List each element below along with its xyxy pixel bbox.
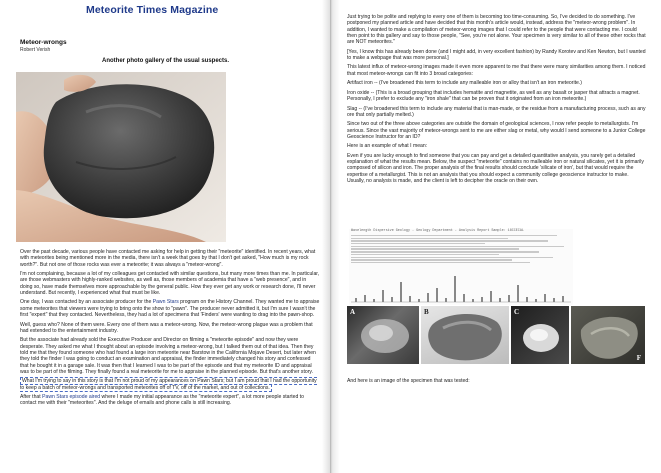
paragraph: I'm not complaining, because a lot of my colleagues get contacted with similar questions, but many more times than me. In particular, are those webmasters with highly-ranked websites, as well as, those members of academia that have a "web presence", and in doing so, have made themselves more approachable by the general public. How they ever get any work or research done, I'll never understand. But recently, I experienced what that must be like. xyxy=(20,271,320,296)
paragraph: But the associate had already sold the Executive Producer and Director on filming a "meteorite episode" and now they were desperate. They asked me what I thought about an episode involving a meteor-wrong, but I talked them out of that idea. Then they told me that they found someone who had found a large iron meteorite near Barstow in the California Mojave Desert, but later when they told the finder I was going to conduct an examination and appraisal, the finder immediately changed his story and confessed that he bought it in a garage sale. It was then that I learned I was to be part of the episode and that my meteorite ID and appraisal was to be part of the filming. They finally found a real meteorite for me to appraise in the planned episode. But that's another story. xyxy=(20,337,316,375)
spectrum-peak xyxy=(472,299,474,302)
photo-caption: Another photo gallery of the usual suspects. xyxy=(102,58,230,64)
spectrum-peak xyxy=(526,297,528,302)
paragraph: Over the past decade, various people have contacted me asking for help in getting their "meteorite" identified. In recent years, what with meteorites being mentioned more in the media, there isn't a week that goes by that I don't get asked, "How much is my rock worth?". But not one of those rocks was ever a meteorite; it was always a "meteor-wrong". xyxy=(20,249,316,268)
report-lines xyxy=(349,235,573,263)
report-text-line xyxy=(351,257,553,258)
report-spectrum xyxy=(351,273,571,303)
left-article-text xyxy=(20,249,320,410)
spectrum-peak xyxy=(481,297,483,302)
paragraph-text: One day, I was contacted by an associate producer for the xyxy=(20,299,153,306)
specimen-label: B xyxy=(424,308,429,316)
specimen-label: A xyxy=(350,308,356,316)
report-text-line xyxy=(351,262,530,263)
spectrum-peak xyxy=(409,296,411,302)
spectrum-peak xyxy=(436,288,438,302)
specimen-label: C xyxy=(514,308,520,316)
paragraph-with-link xyxy=(20,299,320,318)
right-article-text xyxy=(347,14,647,188)
spectrum-peak xyxy=(544,294,546,302)
paragraph-text: program on the History Channel. They wanted me to appraise some meteorites that viewers were trying to bring onto the show to "pawn". The producer never admitted it, but I'm sure I wasn't the first "expert" that they contacted. Nevertheless, they had a lot of specimens that 'Finders' were wanting to drag into the pawn-shop. xyxy=(20,299,320,319)
paragraph-with-link xyxy=(20,394,320,407)
report-text-line xyxy=(351,259,512,260)
spectrum-peak xyxy=(445,298,447,302)
specimen-photo-c xyxy=(511,306,569,364)
magazine-title: Meteorite Times Magazine xyxy=(86,4,219,16)
article-author: Robert Verish xyxy=(20,47,51,53)
paragraph: Just trying to be polite and replying to every one of them is becoming too time-consuming. So, I've decided to do something. I've postponed my planned article and have decided that this month's article would, instead, address the "meteor-wrong problem". In addition, I wanted to make a compilation of meteor-wrong images that I could refer to the people that were contacting me. I could then point to this gallery and say to those people, "See, you're not alone. Your specimen is very similar to all of these other rocks that are NOT meteorites." xyxy=(347,14,646,46)
report-text-line xyxy=(351,248,519,249)
pawn-stars-link[interactable]: Pawn Stars xyxy=(152,299,179,306)
spectrum-peak xyxy=(400,282,402,302)
spectrum-peak xyxy=(391,297,393,302)
spectrum-peak xyxy=(454,276,456,302)
paragraph: Well, guess who? None of them were. Every one of them was a meteor-wrong. Now, the meteor-wrong plague was a problem that had extended to the entertainment industry. xyxy=(20,321,313,334)
spectrum-peak xyxy=(499,298,501,302)
paragraph: Even if you are lucky enough to find someone that you can pay and get a detailed quantitative analysis, you rarely get a detailed explanation of what the results mean. Below, the suspect "meteorite" contains no malleable iron or natural silicates, yet it is primarily composed of silicon and iron. The proper analysis of the final results should conclude 'silicate of iron', but that would require the expertise of a metallurgist. This is not an analysis that you should expect a community college geoscience instructor to make. Usually, no analysis is made, and the client is left to decipher the oracle on their own. xyxy=(347,152,644,185)
spectrum-peak xyxy=(562,296,564,302)
report-text-line xyxy=(351,238,508,239)
article-title: Meteor-wrongs xyxy=(20,39,67,46)
specimen-photo-f xyxy=(571,306,645,364)
spectrum-peak xyxy=(427,293,429,302)
specimen-label: F xyxy=(636,354,641,362)
highlighted-text: What I'm trying to say in this story is that I'm not proud of my appearances on Pawn Stars; but I am proud that I had the opportunity to keep a batch of meteor-wrongs and transported meteorites off of TV, off of the market, and out of collections. xyxy=(20,378,317,391)
highlighted-paragraph xyxy=(20,378,320,391)
report-text-line xyxy=(351,254,499,255)
episode-aired-link[interactable]: Pawn Stars episode aired xyxy=(42,394,101,401)
category-slag: Slag -- (I've broadened this term to include any material that is man-made, or the residue from a manufacturing process, such as any ore that only partially melted.) xyxy=(347,105,646,118)
report-text-line xyxy=(351,243,485,244)
right-page xyxy=(331,0,661,473)
spectrum-peak xyxy=(382,290,384,302)
paragraph-text: where I made my initial appearance as the "meteorite expert", a lot more people started to contact me with their "meteorites". And the deluge of emails and phone calls is still increasing. xyxy=(20,394,304,407)
spectrum-peak xyxy=(517,285,519,302)
spectrum-peak xyxy=(508,295,510,302)
report-text-line xyxy=(351,235,557,236)
analysis-report-image xyxy=(349,229,573,305)
spectrum-peak xyxy=(418,299,420,302)
report-text-line xyxy=(351,251,539,252)
paragraph: [Yes, I know this has already been done (and I might add, in very excellent fashion) by Randy Korotev and Ken Newton, but I wanted to make a webpage that was more personal.] xyxy=(347,48,646,61)
report-text-line xyxy=(351,246,564,247)
spectrum-peak xyxy=(355,298,357,302)
spectrum-peak xyxy=(535,299,537,302)
report-text-line xyxy=(351,240,548,241)
paragraph: This latest influx of meteor-wrong images made it even more apparent to me that there were many similarities among them. I noticed that most meteor-wrongs can fit into 3 broad categories: xyxy=(347,64,646,77)
specimen-photo-b xyxy=(421,306,509,364)
specimen-photos xyxy=(347,306,645,364)
spectrum-peak xyxy=(373,299,375,302)
paragraph: Since two out of the three above categories are outside the domain of geological sciences, I now refer people to metallurgists. I'm serious. Since the vast majority of meteor-wrongs sent to me are either slag or metal, why would I send someone to a Junior College Geoscience Instructor for an ID? xyxy=(347,121,646,140)
meteor-wrong-photo xyxy=(16,72,226,242)
paragraph: Here is an example of what I mean: xyxy=(347,143,428,150)
spectrum-peak xyxy=(364,295,366,302)
specimen-photo-a xyxy=(347,306,419,364)
spectrum-peak xyxy=(490,291,492,302)
spectrum-peak xyxy=(553,298,555,302)
spectrum-peak xyxy=(463,294,465,302)
paragraph-text: After that xyxy=(20,394,43,401)
category-artifact-iron: Artifact iron -- (I've broadened this term to include any malleable iron or alloy that isn't an iron meteorite.) xyxy=(347,80,582,87)
specimen-caption: And here is an image of the specimen that was tested: xyxy=(347,378,470,384)
category-iron-oxide: Iron oxide -- (This is a broad grouping that includes hematite and magnetite, as well as any basalt or jasper that attracts a magnet. Personally, I prefer to exclude any "iron shale" that can be proven that it originated from an iron meteorite.) xyxy=(347,89,640,103)
report-title: Wavelength Dispersive Geology - Geology Department - Analysis Report Sample: 18CCEIAL xyxy=(351,229,524,233)
